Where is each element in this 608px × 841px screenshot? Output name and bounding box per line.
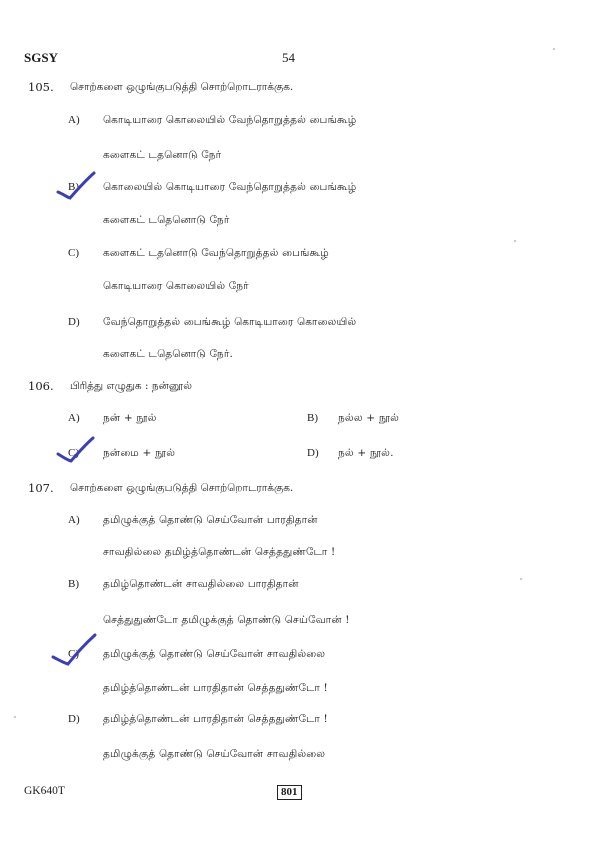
q107-option-d-line1: தமிழ்த்தொண்டன் பாரதிதான் செத்ததுண்டோ ! <box>103 713 328 725</box>
q107-option-c-line1: தமிழுக்குத் தொண்டு செய்வோன் சாவதில்லை <box>103 648 326 660</box>
booklet-code: SGSY <box>24 50 58 65</box>
question-105-text: சொற்களை ஒழுங்குபடுத்தி சொற்றொடராக்குக. <box>70 81 294 93</box>
question-107-text: சொற்களை ஒழுங்குபடுத்தி சொற்றொடராக்குக. <box>70 482 294 494</box>
q105-option-b-line2: களைகட் டதெனொடு நேர் <box>103 214 230 226</box>
q107-option-d-line2: தமிழுக்குத் தொண்டு செய்வோன் சாவதில்லை <box>103 748 326 760</box>
page-box-number: 801 <box>277 785 302 800</box>
q105-option-c-line2: கொடியாரை கொலையில் நேர் <box>103 280 249 292</box>
q105-option-c-label: C) <box>68 247 79 259</box>
question-105-number: 105. <box>28 80 54 94</box>
q107-option-a-label: A) <box>68 514 80 526</box>
answer-tick-mark-107 <box>50 632 98 668</box>
q107-option-c-label: C) <box>68 648 79 660</box>
q107-option-a-line2: சாவதில்லை தமிழ்த்தொண்டன் செத்ததுண்டோ ! <box>103 546 336 558</box>
q105-option-b-line1: கொலையில் கொடியாரை வேந்தொறுத்தல் பைங்கூழ் <box>103 181 357 193</box>
q107-option-d-label: D) <box>68 713 80 725</box>
q105-option-d-line1: வேந்தொறுத்தல் பைங்கூழ் கொடியாரை கொலையில் <box>103 316 357 328</box>
q107-option-c-line2: தமிழ்த்தொண்டன் பாரதிதான் செத்ததுண்டோ ! <box>103 682 328 694</box>
paper-code: GK640T <box>24 785 65 797</box>
scan-speck <box>553 48 555 50</box>
q105-option-a-line1: கொடியாரை கொலையில் வேந்தொறுத்தல் பைங்கூழ் <box>103 114 357 126</box>
q105-option-b-label: B) <box>68 181 79 193</box>
answer-tick-mark-106 <box>55 435 97 465</box>
q105-option-d-label: D) <box>68 316 80 328</box>
q105-option-a-label: A) <box>68 114 80 126</box>
q106-option-d-label: D) <box>307 447 319 459</box>
answer-tick-mark-105 <box>55 170 97 202</box>
question-107-number: 107. <box>28 481 54 495</box>
q105-option-d-line2: களைகட் டதெனொடு நேர். <box>103 348 234 360</box>
q106-option-c-text: நன்மை + நூல் <box>103 447 176 459</box>
q106-option-a-label: A) <box>68 412 80 424</box>
q107-option-b-label: B) <box>68 578 79 590</box>
q105-option-a-line2: களைகட் டதனொடு நேர் <box>103 149 222 161</box>
scan-speck <box>520 578 522 580</box>
q107-option-b-line2: செத்துதுண்டோ தமிழுக்குத் தொண்டு செய்வோன் ! <box>103 614 350 626</box>
q107-option-b-line1: தமிழ்தொண்டன் சாவதில்லை பாரதிதான் <box>103 578 299 590</box>
question-106-text: பிரித்து எழுதுக : நன்னூல் <box>70 380 192 392</box>
q105-option-c-line1: களைகட் டதனொடு வேந்தொறுத்தல் பைங்கூழ் <box>103 247 329 259</box>
q106-option-b-label: B) <box>307 412 318 424</box>
page-number: 54 <box>282 50 295 65</box>
scan-speck <box>514 240 516 242</box>
q106-option-c-label: C) <box>68 447 79 459</box>
question-106-number: 106. <box>28 379 54 393</box>
q107-option-a-line1: தமிழுக்குத் தொண்டு செய்வோன் பாரதிதான் <box>103 514 318 526</box>
q106-option-b-text: நல்ல + நூல் <box>338 412 399 424</box>
scan-speck <box>14 716 16 718</box>
q106-option-a-text: நன் + நூல் <box>103 412 157 424</box>
q106-option-d-text: நல் + நூல். <box>338 447 394 459</box>
